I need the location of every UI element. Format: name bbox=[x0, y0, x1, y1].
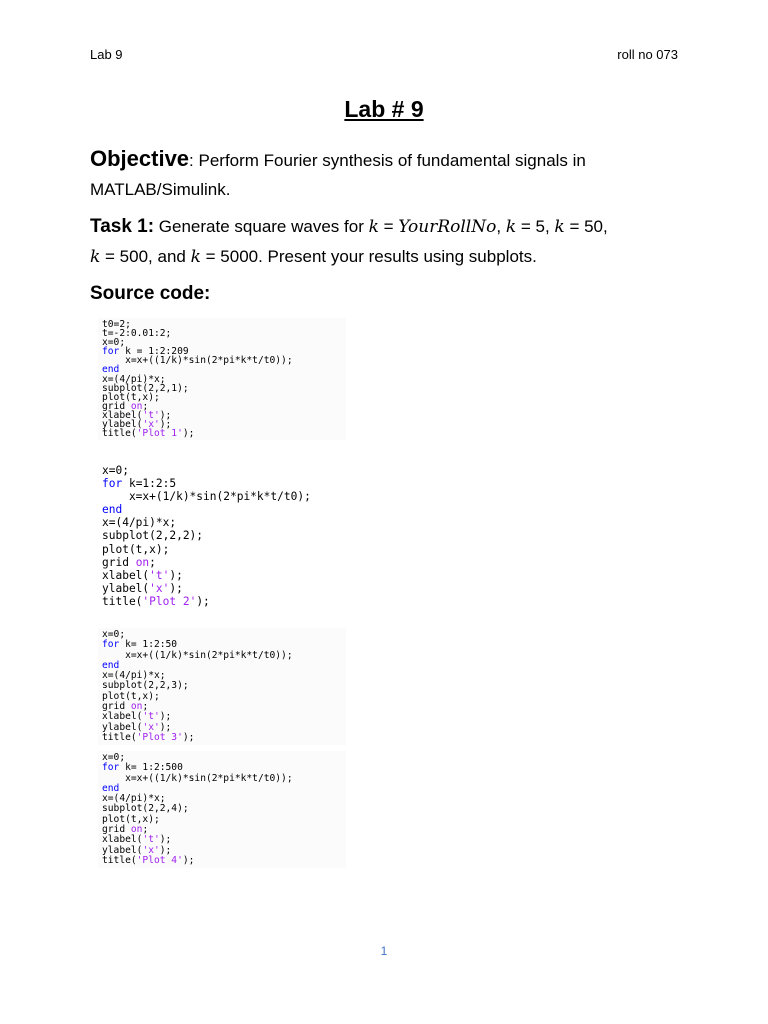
code-token: xlabel( bbox=[102, 568, 150, 582]
code-token: ); bbox=[182, 854, 195, 866]
code-token: x=0; bbox=[102, 464, 129, 477]
code-string: 'Plot 2' bbox=[142, 594, 197, 608]
code-token: plot(t,x); bbox=[102, 813, 160, 825]
task-eq: = bbox=[378, 217, 399, 236]
code-keyword: for bbox=[102, 762, 120, 774]
code-line bbox=[102, 464, 336, 477]
code-token: plot(t,x); bbox=[102, 690, 160, 702]
code-string: on bbox=[130, 400, 143, 412]
code-token: ); bbox=[159, 419, 172, 431]
code-keyword: for bbox=[102, 346, 120, 358]
code-line bbox=[102, 651, 342, 661]
code-line bbox=[102, 733, 342, 743]
code-token: ; bbox=[149, 555, 156, 569]
code-line bbox=[102, 582, 336, 595]
code-token: x=x+((1/k)*sin(2*pi*k*t/t0)); bbox=[102, 772, 293, 784]
code-token: plot(t,x); bbox=[102, 542, 170, 556]
code-keyword: end bbox=[102, 782, 120, 794]
code-line bbox=[102, 490, 336, 503]
code-token: k= 1:2:50 bbox=[119, 639, 178, 651]
code-token: ); bbox=[159, 834, 172, 846]
code-string: 't' bbox=[149, 568, 170, 582]
code-token: grid bbox=[102, 400, 131, 412]
code-line bbox=[102, 329, 342, 338]
header-left: Lab 9 bbox=[90, 47, 123, 62]
code-token: x=(4/pi)*x; bbox=[102, 516, 177, 530]
objective-label: Objective bbox=[90, 146, 190, 171]
math-k: k bbox=[554, 217, 565, 237]
page-number: 1 bbox=[380, 944, 388, 958]
code-string: 't' bbox=[142, 409, 160, 421]
code-token: title( bbox=[102, 731, 137, 743]
code-token: ); bbox=[169, 581, 183, 595]
math-rollno: YourRollNo bbox=[398, 217, 497, 237]
code-token: title( bbox=[102, 428, 137, 440]
code-string: 'x' bbox=[142, 844, 160, 856]
code-token: xlabel( bbox=[102, 834, 143, 846]
code-token: ylabel( bbox=[102, 844, 143, 856]
task-paragraph bbox=[90, 212, 690, 272]
code-token: ; bbox=[142, 701, 149, 713]
code-line bbox=[102, 429, 342, 438]
math-k: k bbox=[190, 247, 201, 267]
code-string: on bbox=[130, 701, 143, 713]
code-token: ); bbox=[159, 711, 172, 723]
code-line bbox=[102, 503, 336, 516]
code-token: ); bbox=[196, 594, 210, 608]
code-token: x=(4/pi)*x; bbox=[102, 793, 166, 805]
code-token: k= 1:2:500 bbox=[119, 762, 183, 774]
math-k: k bbox=[368, 217, 379, 237]
code-token: t0=2; bbox=[102, 319, 131, 330]
code-token: plot(t,x); bbox=[102, 391, 160, 403]
code-token: ylabel( bbox=[102, 581, 150, 595]
code-string: 'x' bbox=[149, 581, 170, 595]
code-string: 'Plot 1' bbox=[136, 428, 183, 440]
code-token: grid bbox=[102, 555, 136, 569]
code-token: ); bbox=[159, 721, 172, 733]
code-token: x=0; bbox=[102, 337, 126, 349]
code-line bbox=[102, 477, 336, 490]
code-line bbox=[102, 529, 336, 542]
code-token: ); bbox=[169, 568, 183, 582]
code-line bbox=[102, 569, 336, 582]
code-token: grid bbox=[102, 701, 131, 713]
code-token: subplot(2,2,3); bbox=[102, 680, 189, 692]
code-token: x=x+(1/k)*sin(2*pi*k*t/t0); bbox=[102, 490, 311, 504]
task-eq-50: = 50, bbox=[564, 217, 608, 236]
code-token: grid bbox=[102, 824, 131, 836]
code-token: t=-2:0.01:2; bbox=[102, 328, 172, 340]
code-token: k = 1:2:209 bbox=[119, 346, 189, 358]
code-keyword: for bbox=[102, 639, 120, 651]
code-string: on bbox=[135, 555, 150, 569]
math-k: k bbox=[505, 217, 517, 237]
header-right: roll no 073 bbox=[617, 47, 678, 62]
math-k: k bbox=[90, 247, 101, 267]
code-block-1 bbox=[98, 318, 346, 440]
code-keyword: end bbox=[102, 659, 120, 671]
code-line bbox=[102, 356, 342, 365]
code-token: ; bbox=[142, 824, 149, 836]
code-token: ylabel( bbox=[102, 721, 143, 733]
code-line bbox=[102, 516, 336, 529]
objective-paragraph bbox=[90, 144, 690, 204]
code-block-3 bbox=[98, 628, 346, 745]
code-token: ); bbox=[159, 844, 172, 856]
task-label: Task 1: bbox=[90, 216, 155, 237]
code-string: 't' bbox=[142, 834, 160, 846]
code-line bbox=[102, 774, 342, 784]
code-line bbox=[102, 856, 342, 866]
code-string: on bbox=[130, 824, 143, 836]
code-token: ); bbox=[182, 428, 195, 440]
code-line bbox=[102, 543, 336, 556]
code-token: title( bbox=[102, 854, 137, 866]
code-token: x=0; bbox=[102, 752, 126, 763]
code-token: ylabel( bbox=[102, 419, 143, 431]
code-token: title( bbox=[102, 594, 143, 608]
code-line bbox=[102, 556, 336, 569]
code-keyword: end bbox=[102, 364, 120, 376]
code-token: subplot(2,2,1); bbox=[102, 382, 189, 394]
code-token: k=1:2:5 bbox=[122, 477, 177, 491]
task-end: = 5000. Present your results using subplots. bbox=[200, 247, 537, 266]
code-token: x=(4/pi)*x; bbox=[102, 670, 166, 682]
code-string: 't' bbox=[142, 711, 160, 723]
page-title: Lab # 9 bbox=[344, 96, 424, 122]
code-token: xlabel( bbox=[102, 711, 143, 723]
code-token: x=x+((1/k)*sin(2*pi*k*t/t0)); bbox=[102, 355, 293, 367]
task-comma: , bbox=[496, 217, 506, 236]
code-token: ); bbox=[182, 731, 195, 743]
code-token: x=0; bbox=[102, 629, 126, 640]
code-token: ; bbox=[142, 400, 149, 412]
code-token: ); bbox=[159, 409, 172, 421]
code-token: subplot(2,2,2); bbox=[102, 529, 204, 543]
code-block-2 bbox=[98, 462, 340, 610]
task-eq-5: = 5, bbox=[516, 217, 555, 236]
code-block-4 bbox=[98, 751, 346, 868]
code-token: x=(4/pi)*x; bbox=[102, 373, 166, 385]
code-token: subplot(2,2,4); bbox=[102, 803, 189, 815]
code-string: 'Plot 3' bbox=[136, 731, 183, 743]
code-token: x=x+((1/k)*sin(2*pi*k*t/t0)); bbox=[102, 649, 293, 661]
code-keyword: end bbox=[102, 503, 123, 517]
source-code-heading: Source code: bbox=[90, 283, 211, 304]
task-eq-500: = 500, and bbox=[100, 247, 191, 266]
objective-text: : Perform Fourier synthesis of fundamental signals in MATLAB/Simulink. bbox=[90, 151, 586, 199]
code-token: xlabel( bbox=[102, 409, 143, 421]
task-text-1: Generate square waves for bbox=[154, 217, 369, 236]
code-line bbox=[102, 595, 336, 608]
code-keyword: for bbox=[102, 477, 123, 491]
code-string: 'x' bbox=[142, 721, 160, 733]
code-string: 'x' bbox=[142, 419, 160, 431]
code-string: 'Plot 4' bbox=[136, 854, 183, 866]
